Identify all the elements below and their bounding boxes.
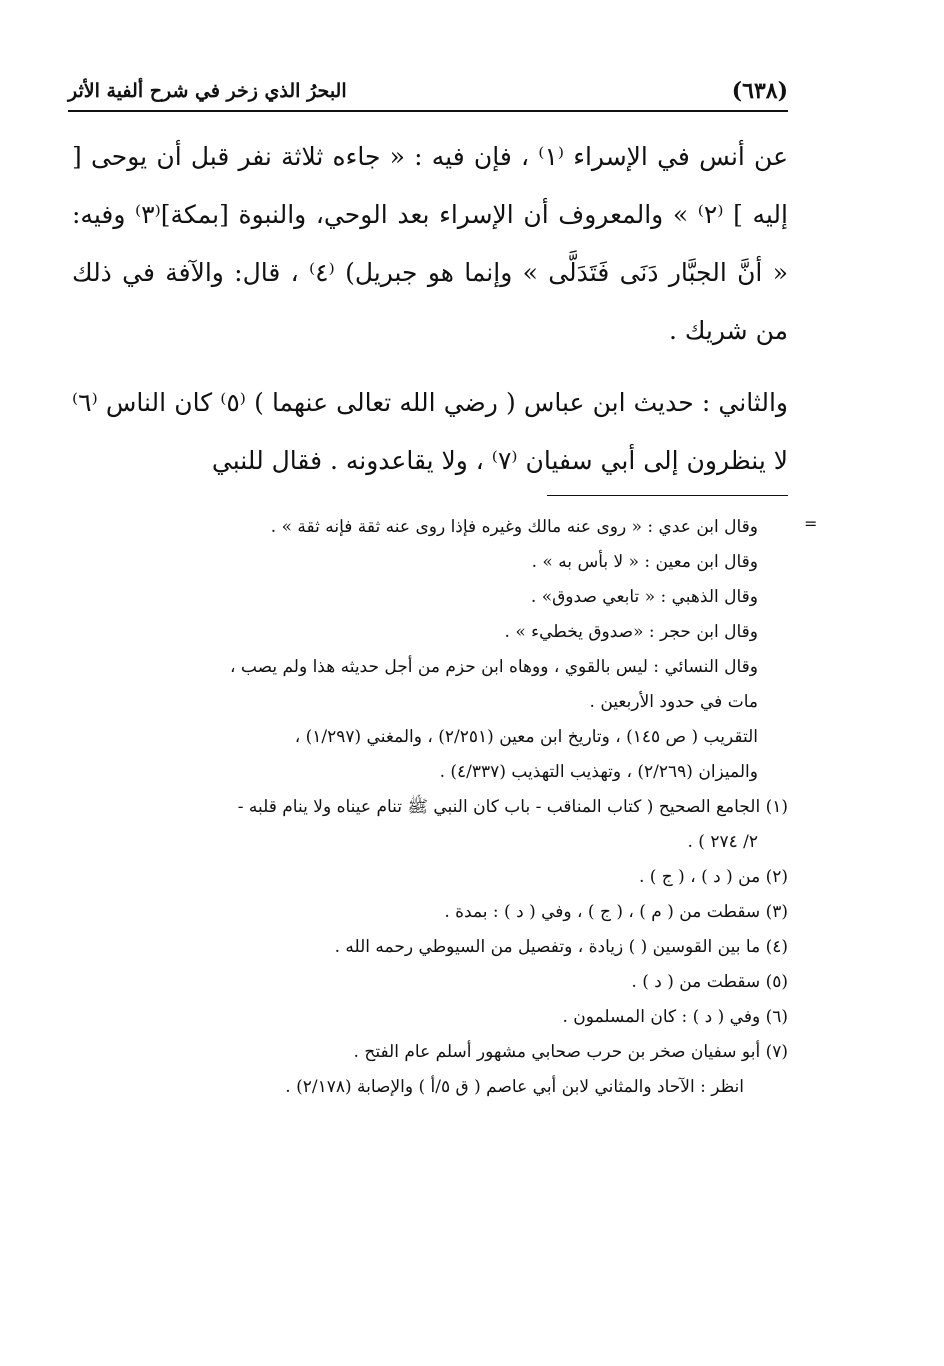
footnote-line: مات في حدود الأربعين . [589,692,758,712]
continuation-mark: = [804,514,818,533]
footnote-separator [547,495,788,496]
footnote-line: وقال النسائي : ليس بالقوي ، ووهاه ابن حزم من أجل حديثه هذا ولم يصب ، [230,657,758,677]
footnote-line: (٦) وفي ( د ) : كان المسلمون . [562,1007,788,1027]
main-paragraph-2: والثاني : حديث ابن عباس ( رضي الله تعالى عنهما ) ⁽٥⁾ كان الناس ⁽٦⁾ لا ينظرون إلى أبي سفيان ⁽٧⁾ ، ولا يقاعدونه . فقال للنبي [72,388,788,475]
main-text [72,128,788,490]
page-number: (٦٣٨) [731,78,788,104]
footnote-line: وقال ابن حجر : «صدوق يخطيء » . [504,622,758,642]
footnote-line: (٢) من ( د ) ، ( ج ) . [638,867,788,887]
footnote-line: (٤) ما بين القوسين ( ) زيادة ، وتفصيل من السيوطي رحمه الله . [334,937,788,957]
footnote-line: (٧) أبو سفيان صخر بن حرب صحابي مشهور أسلم عام الفتح . [353,1042,788,1062]
main-paragraph-1: عن أنس في الإسراء ⁽١⁾ ، فإن فيه : « جاءه ثلاثة نفر قبل أن يوحى [ إليه ] ⁽٢⁾ » والمعروف أن الإسراء بعد الوحي، والنبوة [بمكة]⁽٣⁾ وفيه: « أنَّ الجبَّار دَنَى فَتَدَلَّى » وإنما هو جبريل) ⁽٤⁾ ، قال: والآفة في ذلك من شريك . [72,142,788,345]
footnotes [72,510,788,1105]
footnote-line: وقال ابن معين : « لا بأس به » . [531,552,758,572]
running-title: البحرُ الذي زخر في شرح ألفية الأثر [68,80,347,102]
footnote-line: انظر : الآحاد والمثاني لابن أبي عاصم ( ق ٥/أ ) والإصابة (٢/١٧٨) . [285,1077,744,1097]
footnote-line: ٢/ ٢٧٤ ) . [687,832,758,852]
footnote-line: والميزان (٢/٢٦٩) ، وتهذيب التهذيب (٤/٣٣٧) . [439,762,758,782]
page-header [68,74,788,112]
footnote-line: (٥) سقطت من ( د ) . [631,972,788,992]
footnote-line: وقال الذهبي : « تابعي صدوق» . [530,587,758,607]
footnote-line: (١) الجامع الصحيح ( كتاب المناقب - باب كان النبي ﷺ تنام عيناه ولا ينام قلبه - [237,797,788,817]
footnote-line: التقريب ( ص ١٤٥) ، وتاريخ ابن معين (٢/٢٥١) ، والمغني (١/٢٩٧) ، [294,727,758,747]
footnote-line: (٣) سقطت من ( م ) ، ( ج ) ، وفي ( د ) : بمدة . [444,902,788,922]
footnote-line: وقال ابن عدي : « روى عنه مالك وغيره فإذا روى عنه ثقة فإنه ثقة » . [270,517,758,537]
